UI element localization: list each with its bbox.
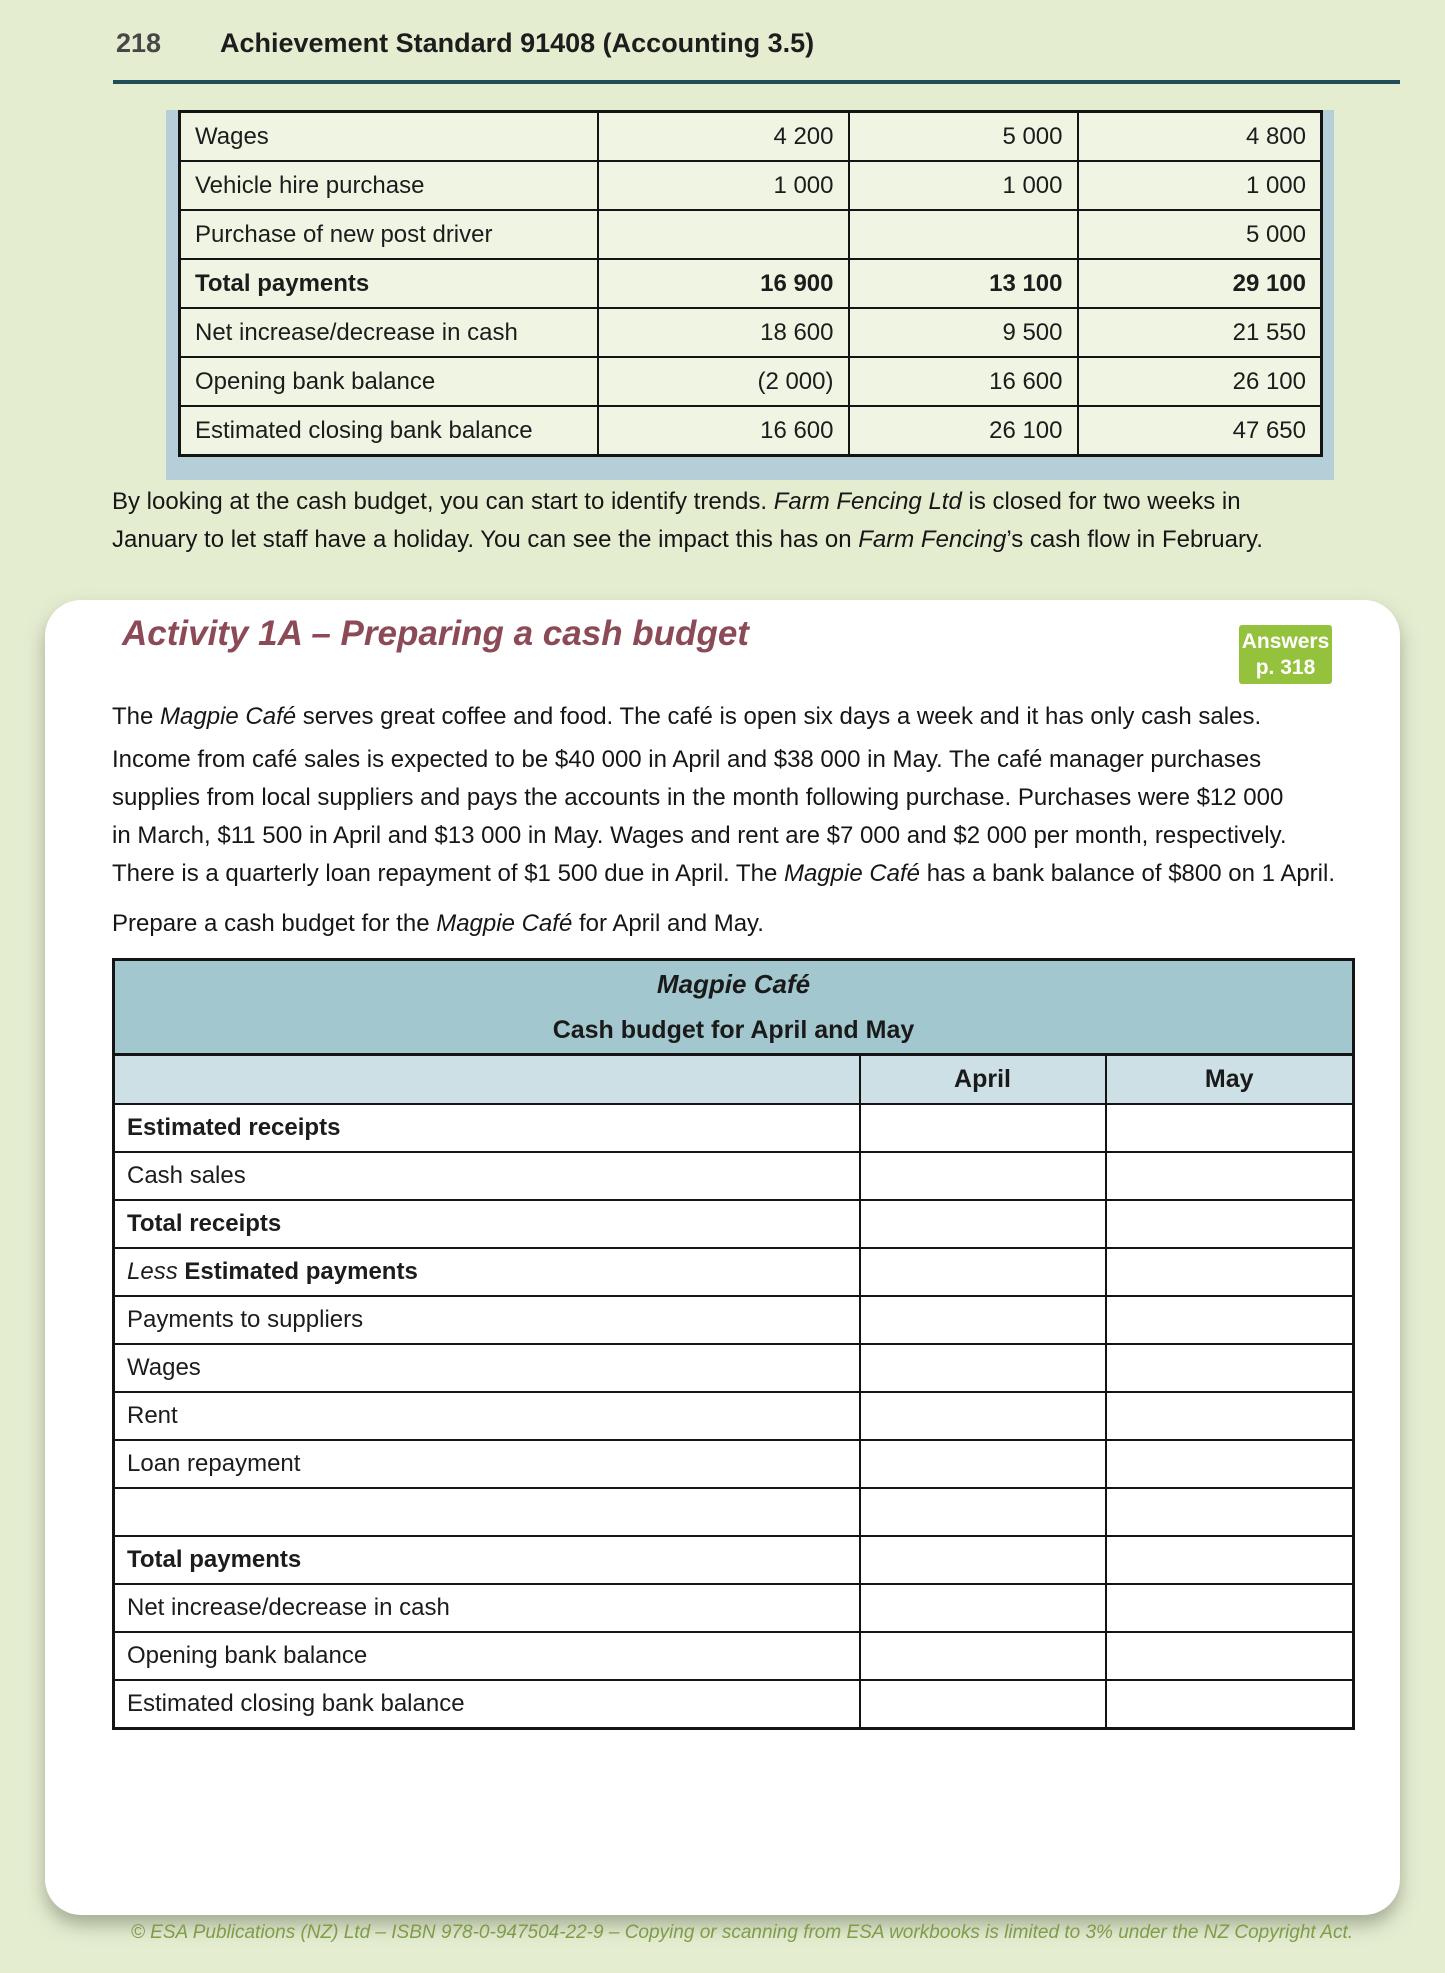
value-cell: 9 500 — [849, 308, 1078, 357]
value-cell-empty — [860, 1296, 1106, 1344]
value-cell: 4 200 — [598, 112, 849, 162]
value-cell: (2 000) — [598, 357, 849, 406]
copyright-footer: © ESA Publications (NZ) Ltd – ISBN 978-0-947504-22-9 – Copying or scanning from ESA workbooks is limited to 3% under the NZ Copyright Act. — [130, 1922, 1353, 1943]
page-number: 218 — [116, 28, 162, 58]
table-row — [180, 259, 1322, 308]
table-row — [180, 210, 1322, 259]
value-cell: 26 100 — [849, 406, 1078, 456]
value-cell-empty — [860, 1584, 1106, 1632]
value-cell — [849, 210, 1078, 259]
value-cell-empty — [860, 1392, 1106, 1440]
table-row — [114, 1104, 1354, 1152]
value-cell-empty — [860, 1440, 1106, 1488]
value-cell-empty — [860, 1632, 1106, 1680]
value-cell: 1 000 — [598, 161, 849, 210]
row-label-cell: Estimated closing bank balance — [180, 406, 598, 456]
italic-text-segment: Farm Fencing — [858, 526, 1007, 553]
value-cell-empty — [1106, 1488, 1354, 1536]
table-subtitle: Cash budget for April and May — [552, 1016, 915, 1044]
text-segment: is closed for two weeks in — [961, 488, 1241, 515]
activity-details-paragraph — [112, 741, 1362, 893]
text-line — [112, 779, 1362, 817]
table-title-row — [114, 960, 1354, 1055]
row-label-cell — [114, 1248, 860, 1296]
italic-text-segment: Magpie Café — [783, 860, 921, 887]
value-cell — [598, 210, 849, 259]
activity-title: Activity 1A – Preparing a cash budget — [122, 614, 749, 653]
empty-header-cell — [114, 1055, 860, 1105]
answers-badge-page: p. 318 — [1255, 655, 1316, 679]
text-line — [112, 741, 1362, 779]
table-row — [114, 1536, 1354, 1584]
column-header-april: April — [860, 1055, 1106, 1105]
value-cell-empty — [860, 1680, 1106, 1729]
table-row — [114, 1440, 1354, 1488]
value-cell: 16 900 — [598, 259, 849, 308]
value-cell-empty — [1106, 1152, 1354, 1200]
row-label-cell: Loan repayment — [114, 1440, 860, 1488]
activity-intro-paragraph — [112, 698, 1362, 736]
value-cell: 47 650 — [1078, 406, 1322, 456]
text-segment: Prepare a cash budget for the — [112, 910, 437, 937]
value-cell: 18 600 — [598, 308, 849, 357]
value-cell: 26 100 — [1078, 357, 1322, 406]
table-title-cell — [114, 960, 1354, 1055]
row-label-cell: Estimated closing bank balance — [114, 1680, 860, 1729]
value-cell-empty — [1106, 1632, 1354, 1680]
row-label-cell: Estimated receipts — [114, 1104, 860, 1152]
value-cell-empty — [860, 1344, 1106, 1392]
value-cell-empty — [860, 1248, 1106, 1296]
text-segment: By looking at the cash budget, you can start to identify trends. — [112, 488, 774, 515]
value-cell: 5 000 — [1078, 210, 1322, 259]
table-row — [114, 1632, 1354, 1680]
row-label-cell: Rent — [114, 1392, 860, 1440]
italic-text-segment: Magpie Café — [436, 910, 573, 937]
text-segment: ’s cash flow in February. — [1006, 526, 1263, 553]
value-cell-empty — [1106, 1680, 1354, 1729]
italic-text-segment: Less — [127, 1258, 185, 1285]
text-segment: Income from café sales is expected to be $40 000 in April and $38 000 in May. The café manager purchases — [112, 746, 1262, 773]
text-segment: supplies from local suppliers and pays the accounts in the month following purchase. Purchases were $12 000 — [112, 784, 1284, 811]
value-cell-empty — [860, 1488, 1106, 1536]
text-line — [112, 521, 1362, 559]
table-row — [114, 1200, 1354, 1248]
table-title: Magpie Café — [656, 969, 811, 999]
row-label-cell: Net increase/decrease in cash — [114, 1584, 860, 1632]
value-cell-empty — [860, 1152, 1106, 1200]
header-rule — [113, 80, 1400, 84]
column-header-row — [114, 1055, 1354, 1105]
table-row — [114, 1584, 1354, 1632]
text-segment: serves great coffee and food. The café is open six days a week and it has only cash sales. — [296, 703, 1262, 730]
farm-fencing-cash-budget-table — [178, 110, 1323, 457]
table-row — [114, 1248, 1354, 1296]
row-label-cell: Purchase of new post driver — [180, 210, 598, 259]
text-segment: has a bank balance of $800 on 1 April. — [920, 860, 1336, 887]
row-label-cell: Cash sales — [114, 1152, 860, 1200]
answers-badge-label: Answers — [1241, 629, 1330, 653]
value-cell-empty — [1106, 1392, 1354, 1440]
row-label-cell: Wages — [180, 112, 598, 162]
value-cell: 16 600 — [849, 357, 1078, 406]
value-cell-empty — [1106, 1584, 1354, 1632]
table-row — [180, 112, 1322, 162]
value-cell-empty — [860, 1536, 1106, 1584]
italic-text-segment: Farm Fencing Ltd — [773, 488, 962, 515]
table-row — [180, 357, 1322, 406]
row-label-cell — [114, 1488, 860, 1536]
activity-instruction-paragraph — [112, 905, 1362, 943]
value-cell: 13 100 — [849, 259, 1078, 308]
row-label-cell: Opening bank balance — [114, 1632, 860, 1680]
value-cell-empty — [1106, 1200, 1354, 1248]
value-cell-empty — [860, 1200, 1106, 1248]
value-cell-empty — [1106, 1344, 1354, 1392]
value-cell: 5 000 — [849, 112, 1078, 162]
text-segment: January to let staff have a holiday. You can see the impact this has on — [112, 526, 859, 553]
trend-paragraph — [112, 483, 1362, 559]
row-label-cell: Total receipts — [114, 1200, 860, 1248]
row-label-cell: Opening bank balance — [180, 357, 598, 406]
text-line — [112, 698, 1362, 736]
italic-text-segment: Magpie Café — [160, 703, 297, 730]
table-row — [114, 1296, 1354, 1344]
text-line — [112, 483, 1362, 521]
text-segment: in March, $11 500 in April and $13 000 in May. Wages and rent are $7 000 and $2 000 per month, respectively. — [112, 822, 1287, 849]
magpie-cafe-cash-budget-table — [112, 958, 1355, 1730]
text-line — [112, 855, 1362, 893]
answers-badge — [1239, 625, 1332, 684]
table-row — [180, 406, 1322, 456]
row-label-cell: Wages — [114, 1344, 860, 1392]
bold-text-segment: Estimated payments — [184, 1258, 418, 1285]
table-row — [114, 1152, 1354, 1200]
table-row — [180, 161, 1322, 210]
table-row — [180, 308, 1322, 357]
value-cell-empty — [1106, 1248, 1354, 1296]
table-row — [114, 1680, 1354, 1729]
column-header-may: May — [1106, 1055, 1354, 1105]
row-label-cell: Total payments — [114, 1536, 860, 1584]
table-row — [114, 1392, 1354, 1440]
text-line — [112, 817, 1362, 855]
value-cell-empty — [1106, 1536, 1354, 1584]
text-segment: for April and May. — [572, 910, 764, 937]
table-row — [114, 1488, 1354, 1536]
row-label-cell: Total payments — [180, 259, 598, 308]
row-label-cell: Vehicle hire purchase — [180, 161, 598, 210]
value-cell: 29 100 — [1078, 259, 1322, 308]
text-line — [112, 905, 1362, 943]
value-cell: 21 550 — [1078, 308, 1322, 357]
text-segment: There is a quarterly loan repayment of $1 500 due in April. The — [112, 860, 784, 887]
value-cell: 1 000 — [1078, 161, 1322, 210]
value-cell: 1 000 — [849, 161, 1078, 210]
value-cell-empty — [1106, 1104, 1354, 1152]
value-cell-empty — [860, 1104, 1106, 1152]
text-segment: The — [112, 703, 161, 730]
table-row — [114, 1344, 1354, 1392]
row-label-cell: Payments to suppliers — [114, 1296, 860, 1344]
value-cell-empty — [1106, 1296, 1354, 1344]
value-cell-empty — [1106, 1440, 1354, 1488]
value-cell: 4 800 — [1078, 112, 1322, 162]
row-label-cell: Net increase/decrease in cash — [180, 308, 598, 357]
page-title: Achievement Standard 91408 (Accounting 3.5) — [220, 28, 815, 58]
value-cell: 16 600 — [598, 406, 849, 456]
